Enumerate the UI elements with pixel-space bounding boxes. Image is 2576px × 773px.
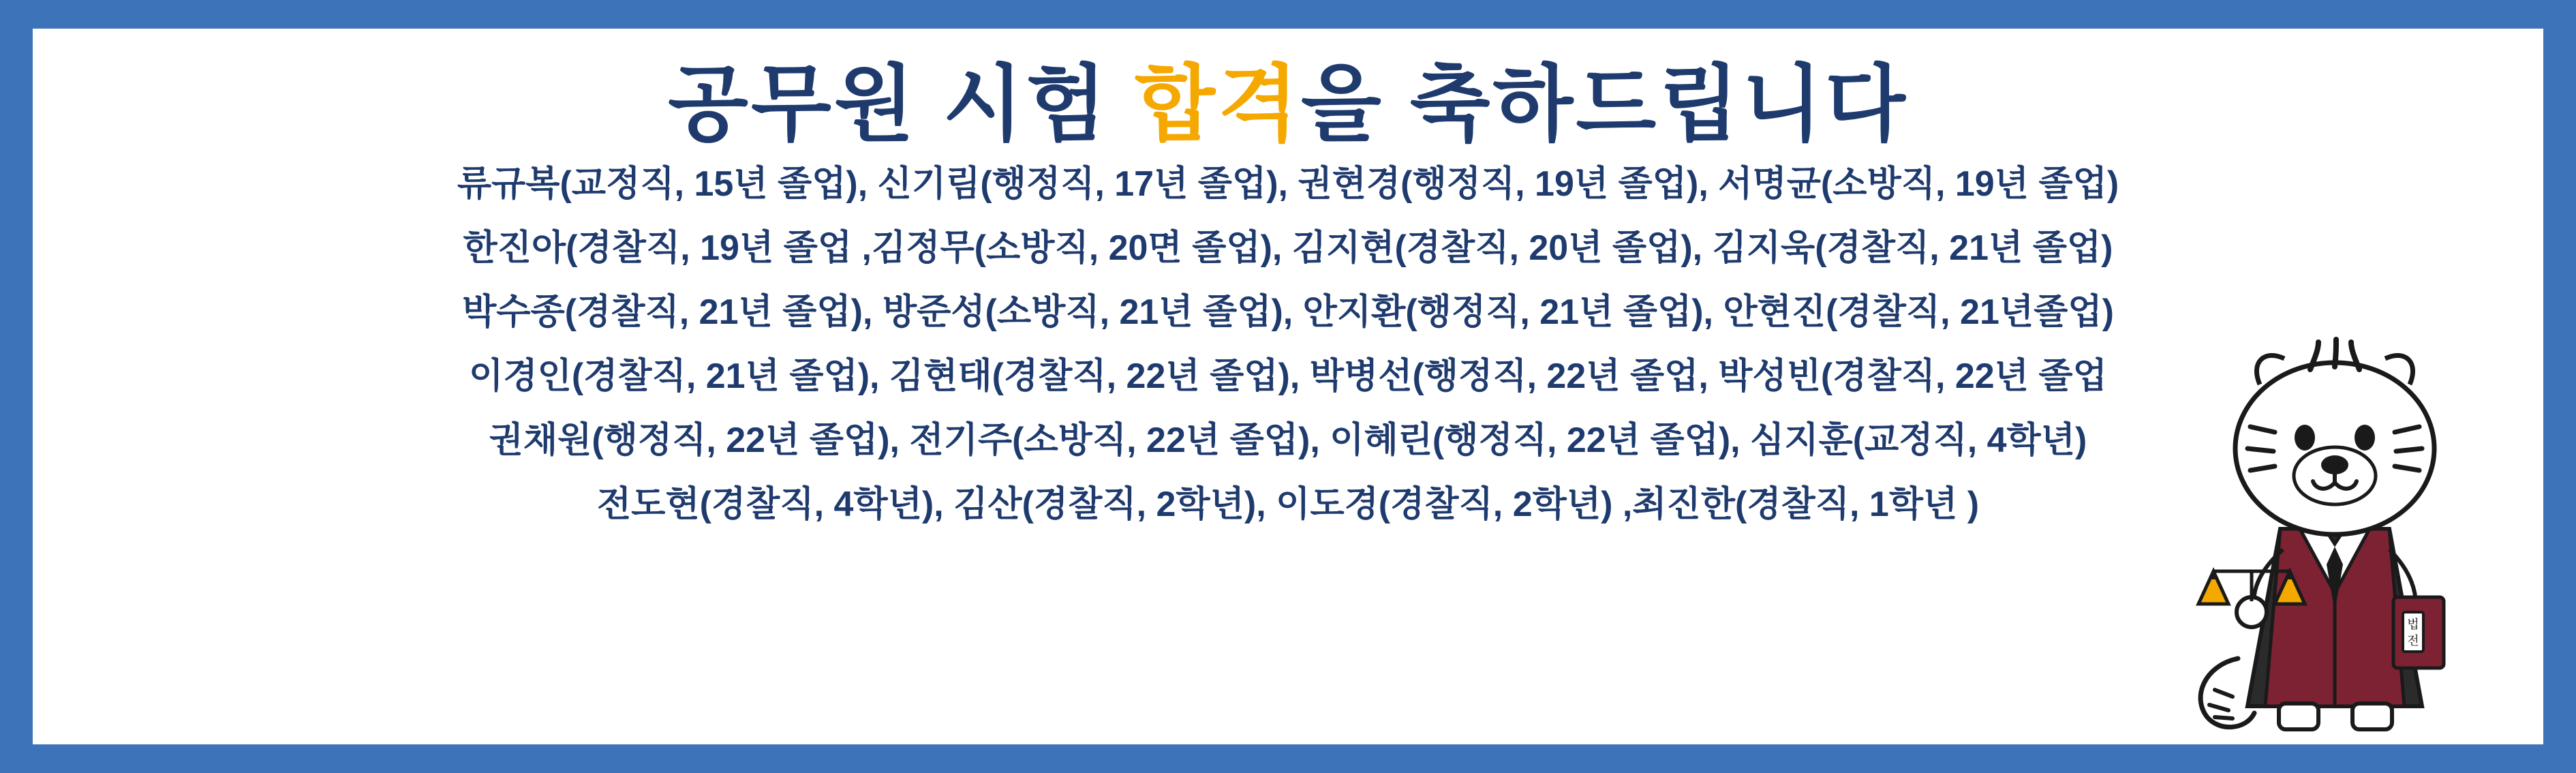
list-item: 박수종(경찰직, 21년 졸업), 방준성(소방직, 21년 졸업), 안지환(행정직, 21년 졸업), 안현진(경찰직, 21년졸업) [462,292,2114,333]
title-highlight: 합격 [1135,58,1301,151]
svg-text:법: 법 [2407,618,2419,631]
list-item: 권채원(행정직, 22년 졸업), 전기주(소방직, 22년 졸업), 이혜린(행정직, 22년 졸업), 심지훈(교정직, 4학년) [489,421,2087,461]
title-part-1: 공무원 시험 [668,58,1135,151]
list-item: 전도현(경찰직, 4학년), 김산(경찰직, 2학년), 이도경(경찰직, 2학년) ,최진한(경찰직, 1학년 ) [596,485,1980,525]
name-list [74,164,2502,525]
list-item: 류규복(교정직, 15년 졸업), 신기림(행정직, 17년 졸업), 권현경(행정직, 19년 졸업), 서명균(소방직, 19년 졸업) [457,164,2119,204]
list-item: 한진아(경찰직, 19년 졸업 ,김정무(소방직, 20면 졸업), 김지현(경찰직, 20년 졸업), 김지욱(경찰직, 21년 졸업) [463,228,2113,269]
title-part-2: 을 축하드립니다 [1300,58,1908,151]
svg-text:전: 전 [2407,634,2419,648]
page-title [668,59,1908,150]
banner-inner-panel [33,29,2543,744]
tiger-judge-mascot-icon [2164,304,2519,740]
list-item: 이경인(경찰직, 21년 졸업), 김현태(경찰직, 22년 졸업), 박병선(행정직, 22년 졸업, 박성빈(경찰직, 22년 졸업 [469,357,2107,397]
